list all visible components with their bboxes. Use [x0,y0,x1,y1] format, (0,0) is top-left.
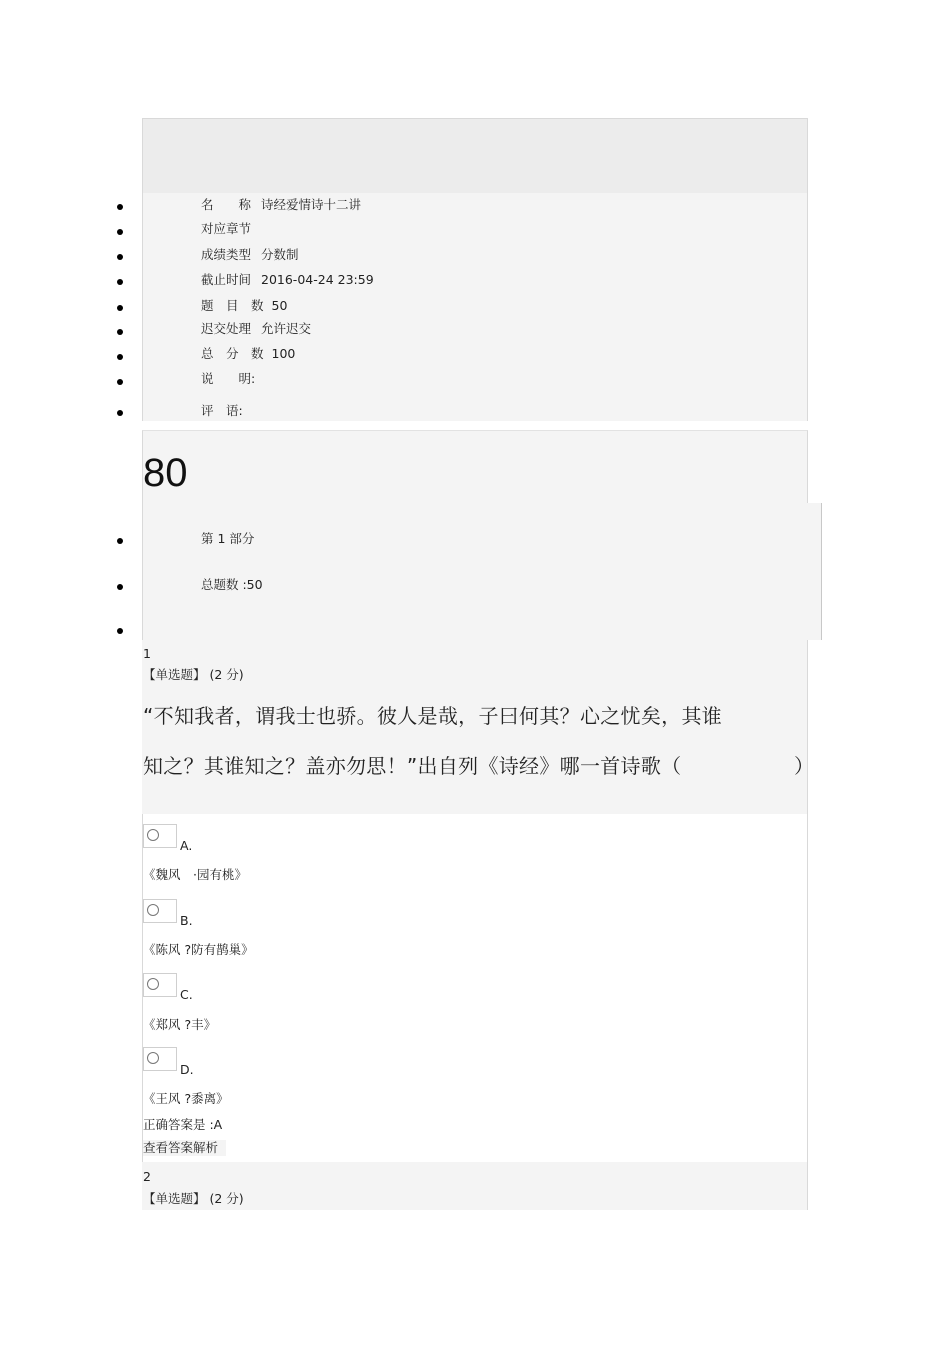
option-d-radio[interactable] [143,1047,177,1071]
info-row-deadline [201,272,374,288]
score-panel [142,430,808,505]
option-b-radio[interactable] [143,899,177,923]
correct-answer: 正确答案是 :A [143,1117,223,1132]
section-total-label: 总题数 :50 [201,577,263,592]
info-row-name [201,197,361,213]
option-c-text: 《郑风 ?丰》 [143,1017,217,1032]
info-row-description [201,371,255,387]
view-analysis-link[interactable]: 查看答案解析 [143,1140,226,1156]
list-bullet [117,305,123,311]
grade-value: 分数制 [261,247,299,262]
assignment-header-band [142,118,808,194]
info-row-grade-type [201,247,299,263]
question-stem-line: “不知我者，谓我士也骄。彼人是哉，子曰何其？心之忧矣，其谁 [143,704,723,728]
question-stem-line: 知之？其谁知之？盖亦勿思！”出自列《诗经》哪一首诗歌（ [143,754,682,778]
option-c-letter: C. [180,987,193,1002]
list-bullet [117,204,123,210]
radio-circle-icon [147,1052,159,1064]
comment-label: 评 语: [201,403,243,418]
info-row-question-count [201,298,287,314]
option-b-text: 《陈风 ?防有鹊巢》 [143,942,254,957]
list-bullet [117,410,123,416]
radio-circle-icon [147,829,159,841]
late-value: 允许迟交 [261,321,312,336]
total-value: 100 [271,346,296,361]
option-a-text: 《魏风 ·园有桃》 [143,867,247,882]
score-value: 80 [143,451,188,495]
list-bullet [117,628,123,634]
deadline-label: 截止时间 [201,272,252,287]
option-a-radio[interactable] [143,824,177,848]
deadline-value: 2016-04-24 23:59 [261,272,374,287]
name-label: 名 称 [201,197,252,212]
question-stem-close: ） [794,754,815,778]
question-type: 【单选题】 (2 分) [143,667,244,682]
name-value: 诗经爱情诗十二讲 [261,197,362,212]
count-value: 50 [271,298,288,313]
list-bullet [117,279,123,285]
option-d-text: 《王风 ?黍离》 [143,1091,229,1106]
list-bullet [117,354,123,360]
info-row-comment [201,403,243,419]
list-bullet [117,254,123,260]
info-row-total-score [201,346,295,362]
question-number: 2 [143,1169,151,1184]
chapter-label: 对应章节 [201,221,252,236]
section-part-label: 第 1 部分 [201,531,255,546]
section-panel [142,503,822,640]
count-label: 题 目 数 [201,298,264,313]
total-label: 总 分 数 [201,346,264,361]
info-row-chapter [201,221,251,237]
grade-label: 成绩类型 [201,247,252,262]
option-c-radio[interactable] [143,973,177,997]
list-bullet [117,329,123,335]
question-type: 【单选题】 (2 分) [143,1191,244,1206]
list-bullet [117,229,123,235]
option-b-letter: B. [180,913,193,928]
question-number: 1 [143,646,151,661]
radio-circle-icon [147,904,159,916]
option-d-letter: D. [180,1062,194,1077]
list-bullet [117,538,123,544]
option-a-letter: A. [180,838,193,853]
radio-circle-icon [147,978,159,990]
list-bullet [117,379,123,385]
late-label: 迟交处理 [201,321,252,336]
info-row-late-policy [201,321,311,337]
list-bullet [117,584,123,590]
description-label: 说 明: [201,371,256,386]
